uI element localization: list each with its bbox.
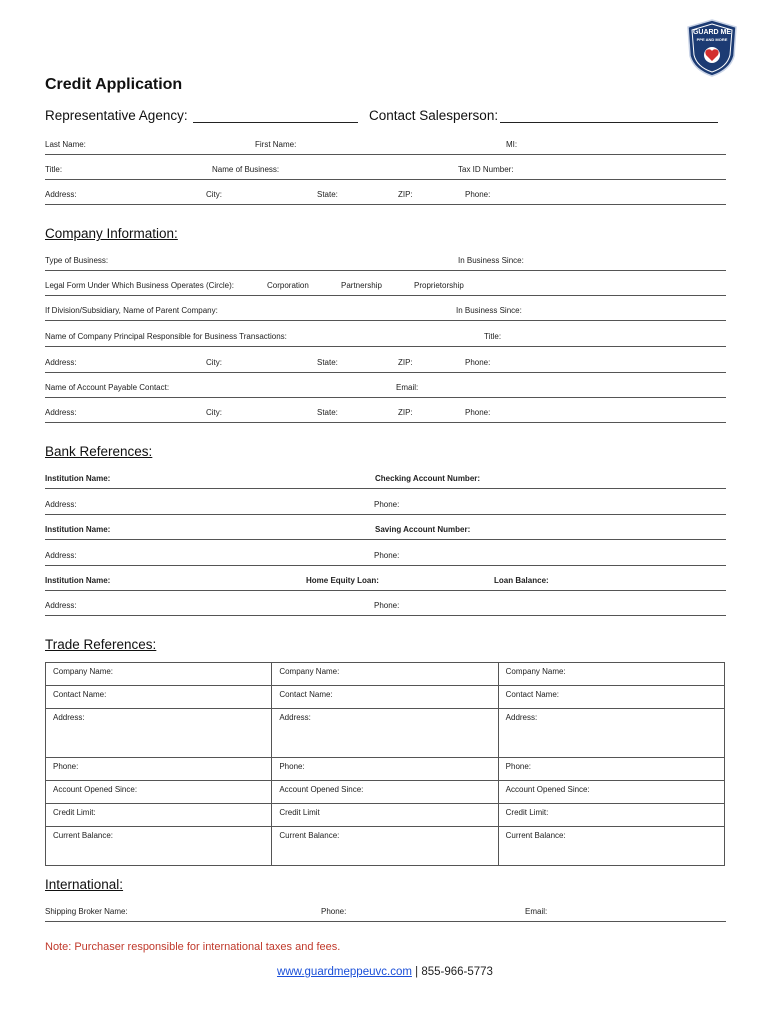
first-name-label: First Name: xyxy=(255,140,297,149)
international-email-label: Email: xyxy=(525,907,548,916)
saving-account-label: Saving Account Number: xyxy=(375,525,471,534)
principal-title-label: Title: xyxy=(484,332,502,341)
table-cell[interactable]: Address: xyxy=(46,709,272,758)
row-line[interactable] xyxy=(45,372,726,373)
contact-salesperson-label: Contact Salesperson: xyxy=(369,108,499,123)
table-cell[interactable]: Contact Name: xyxy=(46,686,272,709)
table-cell[interactable]: Current Balance: xyxy=(46,827,272,866)
title-label: Title: xyxy=(45,165,63,174)
phone-label: Phone: xyxy=(465,408,491,417)
website-link[interactable]: www.guardmeppeuvc.com xyxy=(277,966,412,978)
row-line[interactable] xyxy=(45,270,726,271)
table-cell[interactable]: Account Opened Since: xyxy=(498,781,724,804)
option-proprietorship[interactable]: Proprietorship xyxy=(414,281,464,290)
table-cell[interactable]: Phone: xyxy=(498,758,724,781)
table-cell[interactable]: Company Name: xyxy=(46,663,272,686)
address-label: Address: xyxy=(45,408,77,417)
row-line[interactable] xyxy=(45,346,726,347)
table-cell[interactable]: Address: xyxy=(498,709,724,758)
shield-icon xyxy=(686,18,738,78)
bank-references-heading: Bank References: xyxy=(45,444,153,459)
state-label: State: xyxy=(317,358,338,367)
table-cell[interactable]: Phone: xyxy=(46,758,272,781)
principal-label: Name of Company Principal Responsible for Business Transactions: xyxy=(45,332,287,341)
rep-agency-label: Representative Agency: xyxy=(45,108,188,123)
row-line[interactable] xyxy=(45,615,726,616)
logo-text-line1: GUARD ME xyxy=(692,29,732,36)
contact-salesperson-field[interactable] xyxy=(500,122,718,123)
logo-text-line2: PPE AND MORE xyxy=(696,37,728,42)
in-business-since-label: In Business Since: xyxy=(458,256,524,265)
table-cell[interactable]: Contact Name: xyxy=(272,686,498,709)
row-line[interactable] xyxy=(45,488,726,489)
zip-label: ZIP: xyxy=(398,408,413,417)
institution-name-label: Institution Name: xyxy=(45,474,111,483)
row-line[interactable] xyxy=(45,539,726,540)
zip-label: ZIP: xyxy=(398,190,413,199)
table-cell[interactable]: Credit Limit xyxy=(272,804,498,827)
table-cell[interactable]: Credit Limit: xyxy=(46,804,272,827)
table-row xyxy=(46,827,725,866)
address-label: Address: xyxy=(45,190,77,199)
company-logo xyxy=(686,18,738,78)
page-title: Credit Application xyxy=(45,76,183,93)
row-line[interactable] xyxy=(45,179,726,180)
table-cell[interactable]: Current Balance: xyxy=(498,827,724,866)
checking-account-label: Checking Account Number: xyxy=(375,474,481,483)
in-business-since-label: In Business Since: xyxy=(456,306,522,315)
footer-separator: | xyxy=(411,966,422,978)
footer-phone: 855-966-5773 xyxy=(421,966,493,978)
bank-phone-label: Phone: xyxy=(374,601,400,610)
row-line[interactable] xyxy=(45,590,726,591)
address-label: Address: xyxy=(45,358,77,367)
international-heading: International: xyxy=(45,877,124,892)
trade-references-table xyxy=(45,662,725,866)
institution-name-label: Institution Name: xyxy=(45,525,111,534)
table-row xyxy=(46,709,725,758)
state-label: State: xyxy=(317,408,338,417)
row-line[interactable] xyxy=(45,154,726,155)
loan-balance-label: Loan Balance: xyxy=(494,576,549,585)
international-note: Note: Purchaser responsible for international taxes and fees. xyxy=(45,941,341,953)
type-of-business-label: Type of Business: xyxy=(45,256,109,265)
bank-phone-label: Phone: xyxy=(374,500,400,509)
table-cell[interactable]: Contact Name: xyxy=(498,686,724,709)
table-cell[interactable]: Credit Limit: xyxy=(498,804,724,827)
trade-references-heading: Trade References: xyxy=(45,637,157,652)
option-corporation[interactable]: Corporation xyxy=(267,281,309,290)
table-row xyxy=(46,758,725,781)
zip-label: ZIP: xyxy=(398,358,413,367)
row-line[interactable] xyxy=(45,565,726,566)
table-cell[interactable]: Account Opened Since: xyxy=(272,781,498,804)
rep-agency-field[interactable] xyxy=(193,122,358,123)
division-label: If Division/Subsidiary, Name of Parent Company: xyxy=(45,306,218,315)
phone-label: Phone: xyxy=(465,190,491,199)
row-line[interactable] xyxy=(45,397,726,398)
bank-address-label: Address: xyxy=(45,551,77,560)
row-line[interactable] xyxy=(45,514,726,515)
table-row xyxy=(46,804,725,827)
bank-address-label: Address: xyxy=(45,500,77,509)
home-equity-loan-label: Home Equity Loan: xyxy=(306,576,379,585)
mi-label: MI: xyxy=(506,140,518,149)
table-cell[interactable]: Phone: xyxy=(272,758,498,781)
table-row xyxy=(46,781,725,804)
row-line[interactable] xyxy=(45,921,726,922)
table-cell[interactable]: Address: xyxy=(272,709,498,758)
state-label: State: xyxy=(317,190,338,199)
row-line[interactable] xyxy=(45,295,726,296)
legal-form-label: Legal Form Under Which Business Operates (Circle): xyxy=(45,281,234,290)
row-line[interactable] xyxy=(45,422,726,423)
footer xyxy=(0,966,770,978)
table-cell[interactable]: Current Balance: xyxy=(272,827,498,866)
shipping-broker-label: Shipping Broker Name: xyxy=(45,907,128,916)
city-label: City: xyxy=(206,408,222,417)
table-cell[interactable]: Account Opened Since: xyxy=(46,781,272,804)
table-cell[interactable]: Company Name: xyxy=(272,663,498,686)
company-info-heading: Company Information: xyxy=(45,226,178,241)
row-line[interactable] xyxy=(45,320,726,321)
row-line[interactable] xyxy=(45,204,726,205)
last-name-label: Last Name: xyxy=(45,140,86,149)
city-label: City: xyxy=(206,190,222,199)
table-cell[interactable]: Company Name: xyxy=(498,663,724,686)
bank-phone-label: Phone: xyxy=(374,551,400,560)
table-row xyxy=(46,686,725,709)
international-phone-label: Phone: xyxy=(321,907,347,916)
email-label: Email: xyxy=(396,383,419,392)
phone-label: Phone: xyxy=(465,358,491,367)
bank-address-label: Address: xyxy=(45,601,77,610)
table-row xyxy=(46,663,725,686)
option-partnership[interactable]: Partnership xyxy=(341,281,382,290)
business-name-label: Name of Business: xyxy=(212,165,280,174)
ap-contact-label: Name of Account Payable Contact: xyxy=(45,383,170,392)
tax-id-label: Tax ID Number: xyxy=(458,165,514,174)
institution-name-label: Institution Name: xyxy=(45,576,111,585)
city-label: City: xyxy=(206,358,222,367)
